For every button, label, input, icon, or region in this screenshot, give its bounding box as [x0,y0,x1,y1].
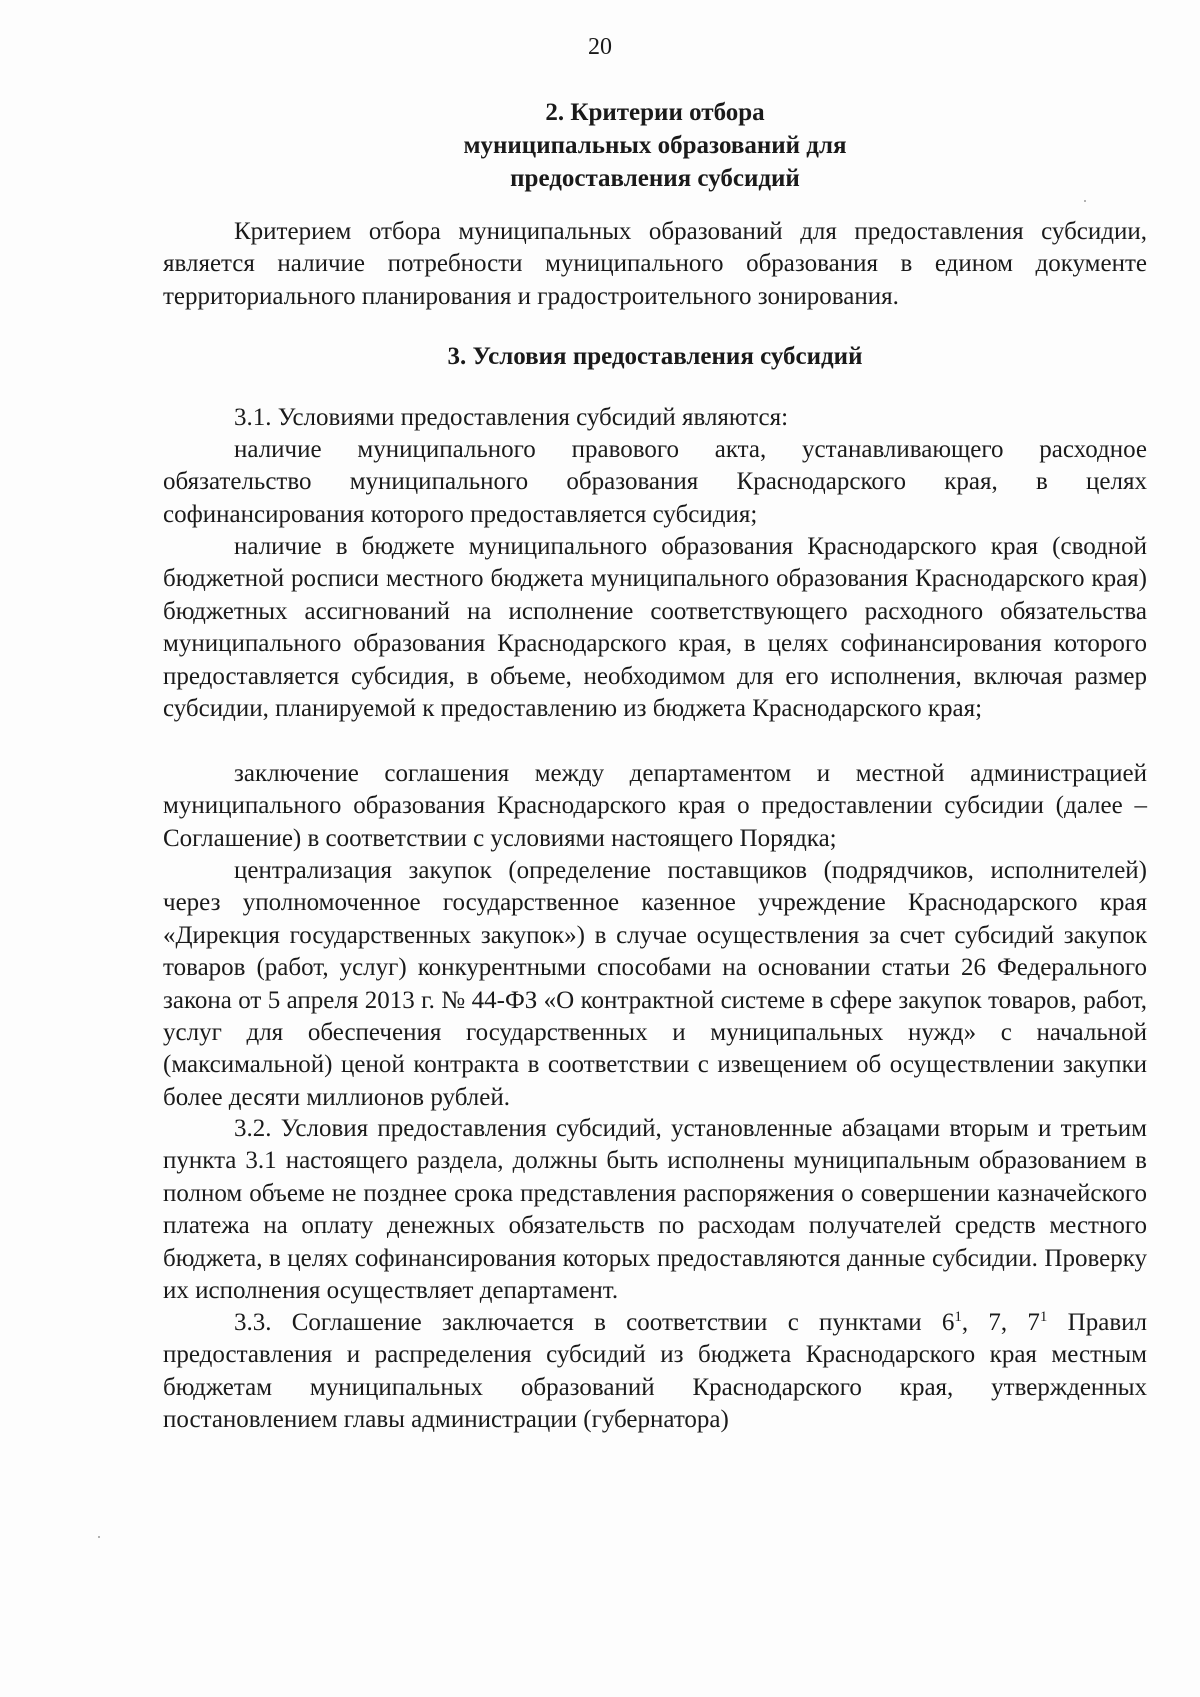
scan-speck [1084,200,1086,202]
clause-3-1-item-3: заключение соглашения между департаментом и местной администрацией муниципального образования Краснодарского края о предоставлении субсидии (далее – Соглашение) в соответствии с условиями настоящего Порядка; [163,760,1147,852]
section-2-title [163,96,1147,195]
clause-3-3-part-b: , 7, 7 [961,1309,1040,1336]
section-2-title-line-1: 2. Критерии отбора [545,99,765,126]
clause-3-1-item-1: наличие муниципального правового акта, устанавливающего расходное обязательство муниципального образования Краснодарского края, в целях софинансирования которого предоставляется субсидия; [163,436,1147,528]
section-2-paragraph: Критерием отбора муниципальных образований для предоставления субсидии, является наличие потребности муниципального образования в едином документе территориального планирования и градостроительного зонирования. [163,218,1147,310]
section-2-title-line-3: предоставления субсидий [510,165,800,192]
clause-3-1: 3.1. Условиями предоставления субсидий являются: [234,404,789,431]
scan-speck [98,1536,100,1538]
clause-3-3-part-a: 3.3. Соглашение заключается в соответствии с пунктами 6 [234,1309,955,1336]
clause-3-2: 3.2. Условия предоставления субсидий, установленные абзацами вторым и третьим пункта 3.1 настоящего раздела, должны быть исполнены муниципальным образованием в полном объеме не позднее срока представления распоряжения о совершении казначейского платежа на оплату денежных обязательств по расходам получателей средств местного бюджета, в целях софинансирования которых предоставляются данные субсидии. Проверку их исполнения осуществляет департамент. [163,1115,1147,1305]
clause-3-1-item-2: наличие в бюджете муниципального образования Краснодарского края (сводной бюджетной росписи местного бюджета муниципального образования Краснодарского края) бюджетных ассигнований на исполнение соответствующего расходного обязательства муниципального образования Краснодарского края, в целях софинансирования которого предоставляется субсидия, в объеме, необходимом для его исполнения, включая размер субсидии, планируемой к предоставлению из бюджета Краснодарского края; [163,533,1147,723]
page-number: 20 [588,34,612,60]
section-3-title: 3. Условия предоставления субсидий [447,343,863,370]
clause-3-3-part-c: Правил предоставления и распределения субсидий из бюджета Краснодарского края местным бюджетам муниципальных образований Краснодарского края, утвержденных постановлением главы администрации (губернатора) [163,1309,1147,1434]
clause-3-3-superscript-2: 1 [1039,1309,1048,1325]
clause-3-3-superscript-1: 1 [954,1309,962,1325]
clause-3-1-item-4: централизация закупок (определение поставщиков (подрядчиков, исполнителей) через уполномоченное государственное казенное учреждение Краснодарского края «Дирекция государственных закупок») в случае осуществления за счет субсидий закупок товаров (работ, услуг) конкурентными способами на основании статьи 26 Федерального закона от 5 апреля 2013 г. № 44-ФЗ «О контрактной системе в сфере закупок товаров, работ, услуг для обеспечения государственных и муниципальных нужд» с начальной (максимальной) ценой контракта в соответствии с извещением об осуществлении закупки более десяти миллионов рублей. [163,857,1147,1111]
section-2-title-line-2: муниципальных образований для [463,132,847,159]
clause-3-3 [163,1307,1147,1437]
